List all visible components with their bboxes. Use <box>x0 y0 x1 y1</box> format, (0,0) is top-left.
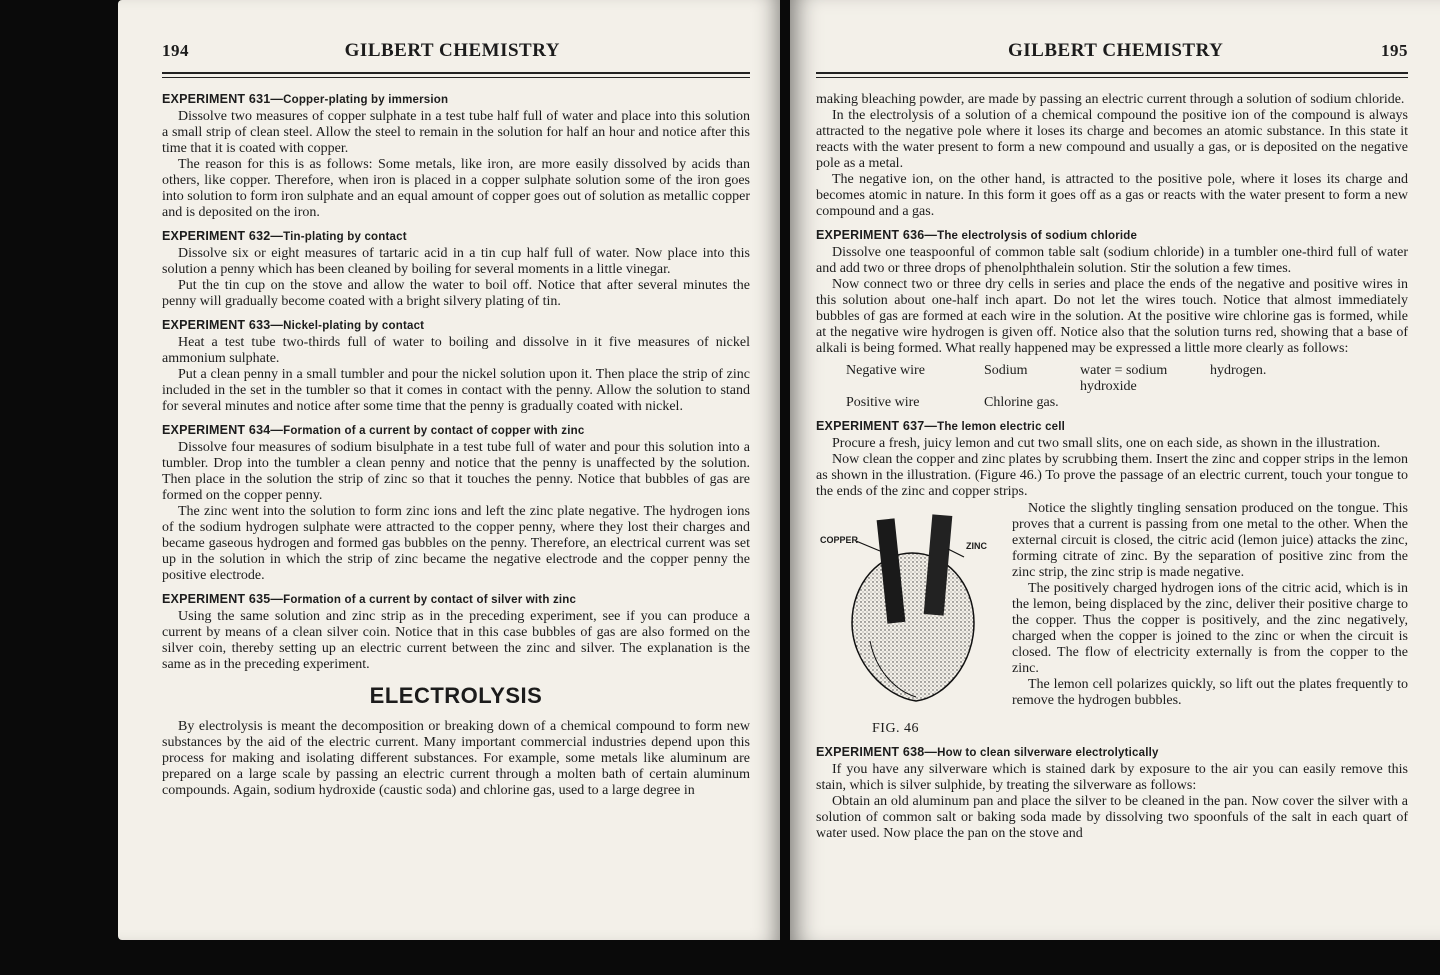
figure-side-text <box>1012 501 1408 737</box>
section-heading: ELECTROLYSIS <box>369 683 543 708</box>
equation-cell: Negative wire <box>846 363 925 378</box>
page-number: 195 <box>1381 41 1408 60</box>
lemon-cell-figure <box>816 501 1012 737</box>
paragraph: Now clean the copper and zinc plates by scrubbing them. Insert the zinc and copper strips in the lemon as shown in the illustration. (Figure 46.) To prove the passage of an electric current, touch your tongue to the ends of the zinc and copper strips. <box>816 452 1408 499</box>
paragraph: The reason for this is as follows: Some metals, like iron, are more easily dissolved by acids than others, like copper. Therefore, when iron is placed in a copper sulphate solution some of the iron goes into solution to form iron sulphate and an equal amount of copper goes out of solution as metallic copper and is deposited on the iron. <box>162 157 750 220</box>
paragraph: Dissolve six or eight measures of tartaric acid in a tin cup half full of water. Now place into this solution a penny which has been cleaned by boiling for several moments in a little vinegar. <box>162 246 750 277</box>
equation-cell: hydrogen. <box>1210 363 1267 378</box>
running-title: GILBERT CHEMISTRY <box>344 40 560 61</box>
experiment-635-heading <box>162 592 750 606</box>
page-header <box>162 40 750 66</box>
paragraph: The lemon cell polarizes quickly, so lift out the plates frequently to remove the hydrogen bubbles. <box>1012 677 1408 708</box>
copper-label: COPPER <box>820 535 859 545</box>
paragraph: The negative ion, on the other hand, is attracted to the positive pole, where it loses its charge and becomes atomic in nature. In this form it goes off as a gas or reacts with the water present to form a new compound and a gas. <box>816 172 1408 219</box>
experiment-title: The lemon electric cell <box>937 421 1066 433</box>
paragraph: Dissolve four measures of sodium bisulphate in a test tube full of water and pour this solution into a tumbler. Drop into the tumbler a clean penny and notice that the penny is unaffected by the solution. Then place in the solution the strip of zinc so that it touches the penny. Notice that bubbles of gas are formed on the copper penny. <box>162 440 750 503</box>
lemon-body <box>852 553 974 701</box>
paragraph: Obtain an old aluminum pan and place the silver to be cleaned in the pan. Now cover the silver with a solution of common salt or baking soda made by dissolving two spoonfuls of the salt in each quart of water used. Now place the pan on the stove and <box>816 794 1408 841</box>
lemon-illustration <box>816 501 1012 711</box>
paragraph: In the electrolysis of a solution of a chemical compound the positive ion of the compound is always attracted to the negative pole where it loses its charge and becomes an atomic substance. In this state it reacts with the water present to form a new compound and usually a gas, or is deposited on the negative pole as a metal. <box>816 108 1408 171</box>
experiment-title: Formation of a current by contact of silver with zinc <box>283 594 577 606</box>
equation-cell: Sodium <box>984 363 1028 378</box>
running-title: GILBERT CHEMISTRY <box>1008 40 1224 61</box>
reaction-equation <box>846 363 1408 411</box>
paragraph: Using the same solution and zinc strip as in the preceding experiment, see if you can produce a current by means of a clean silver coin. Notice that in this case bubbles of gas are also formed on the silver coin, thereby setting up an electric current between the zinc and silver. The explanation is the same as in the preceding experiment. <box>162 609 750 672</box>
paragraph: Put a clean penny in a small tumbler and pour the nickel solution upon it. Then place the strip of zinc included in the set in the tumbler so that it comes in contact with the penny. Allow the solution to stand for several minutes and notice after some time that the penny is gradually coated with nickel. <box>162 367 750 414</box>
experiment-636-heading <box>816 228 1408 242</box>
left-page <box>118 0 780 940</box>
paragraph: Dissolve one teaspoonful of common table salt (sodium chloride) in a tumbler one-third full of water and add two or three drops of phenolphthalein solution. Stir the solution a few times. <box>816 245 1408 276</box>
page-header <box>816 40 1408 66</box>
experiment-637-heading <box>816 419 1408 433</box>
header-rule <box>816 72 1408 78</box>
paragraph: Procure a fresh, juicy lemon and cut two small slits, one on each side, as shown in the illustration. <box>832 436 1381 451</box>
right-page <box>790 0 1440 940</box>
experiment-638-heading <box>816 745 1408 759</box>
experiment-title: How to clean silverware electrolytically <box>937 747 1159 759</box>
paragraph: The positively charged hydrogen ions of the citric acid, which is in the lemon, being displaced by the zinc, deliver their positive charge to the copper. Thus the copper is positively, and the zinc negatively, charged when the copper is joined to the zinc or when the circuit is closed. The flow of electricity externally is from the copper to the zinc. <box>1012 581 1408 676</box>
figure-caption: FIG. 46 <box>872 721 920 736</box>
experiment-632-heading <box>162 229 750 243</box>
experiment-number: EXPERIMENT 631— <box>162 92 284 106</box>
header-rule <box>162 72 750 78</box>
experiment-number: EXPERIMENT 634— <box>162 423 284 437</box>
experiment-title: Nickel-plating by contact <box>283 320 425 332</box>
paragraph: Put the tin cup on the stove and allow the water to boil off. Notice that after several minutes the penny will gradually become coated with a bright silvery plating of tin. <box>162 278 750 309</box>
experiment-631-heading <box>162 92 750 106</box>
paragraph: Heat a test tube two-thirds full of water to boiling and dissolve in it five measures of nickel ammonium sulphate. <box>162 335 750 366</box>
experiment-number: EXPERIMENT 635— <box>162 592 284 606</box>
paragraph: By electrolysis is meant the decomposition or breaking down of a chemical compound to form new substances by the aid of the electric current. Many important commercial industries depend upon this process for making and isolating different substances. For example, some metals like aluminum are prepared on a large scale by passing an electric current through a molten bath of certain aluminum compounds. Again, sodium hydroxide (caustic soda) and chlorine gas, used to a large degree in <box>162 719 750 798</box>
experiment-number: EXPERIMENT 638— <box>816 745 938 759</box>
zinc-label: ZINC <box>966 541 987 551</box>
page-number: 194 <box>162 41 189 60</box>
paragraph: making bleaching powder, are made by passing an electric current through a solution of sodium chloride. <box>816 92 1405 107</box>
figure-block <box>816 501 1408 737</box>
experiment-633-heading <box>162 318 750 332</box>
experiment-title: Tin-plating by contact <box>283 231 407 243</box>
experiment-634-heading <box>162 423 750 437</box>
experiment-title: The electrolysis of sodium chloride <box>937 230 1138 242</box>
equation-cell: Chlorine gas. <box>984 395 1059 410</box>
experiment-number: EXPERIMENT 632— <box>162 229 284 243</box>
paragraph: Notice the slightly tingling sensation produced on the tongue. This proves that a current is passing from one metal to the other. When the external circuit is closed, the citric acid (lemon juice) attacks the zinc, forming citrate of zinc. By the separation of positive zinc from the zinc strip, the zinc strip is made negative. <box>1012 501 1408 580</box>
paragraph: Dissolve two measures of copper sulphate in a test tube half full of water and place into this solution a small strip of clean steel. Allow the steel to remain in the solution for half an hour and notice after this time that it is coated with copper. <box>162 109 750 156</box>
paragraph: The zinc went into the solution to form zinc ions and left the zinc plate negative. The hydrogen ions of the sodium hydrogen sulphate were attracted to the copper penny, where they lost their charges and became gaseous hydrogen and formed gas bubbles on the penny. Therefore, an electrical current was set up in the solution in which the strip of zinc became the negative electrode and the copper penny the positive electrode. <box>162 504 750 583</box>
experiment-title: Copper-plating by immersion <box>283 94 449 106</box>
equation-cell: water = sodium hydroxide <box>1080 363 1168 394</box>
experiment-number: EXPERIMENT 633— <box>162 318 284 332</box>
paragraph: If you have any silverware which is stained dark by exposure to the air you can easily remove this stain, which is silver sulphide, by treating the silverware as follows: <box>816 762 1408 793</box>
experiment-title: Formation of a current by contact of copper with zinc <box>283 425 585 437</box>
experiment-number: EXPERIMENT 637— <box>816 419 938 433</box>
paragraph: Now connect two or three dry cells in series and place the ends of the negative and positive wires in this solution about one-half inch apart. Do not let the wires touch. Notice that almost immediately bubbles of gas are formed at each wire in the solution. At the positive wire chlorine gas is formed, while at the negative wire hydrogen is given off. Notice also that the solution turns red, showing that a base of alkali is being formed. What really happened may be expressed a little more clearly as follows: <box>816 277 1408 356</box>
equation-cell: Positive wire <box>846 395 920 410</box>
experiment-number: EXPERIMENT 636— <box>816 228 938 242</box>
